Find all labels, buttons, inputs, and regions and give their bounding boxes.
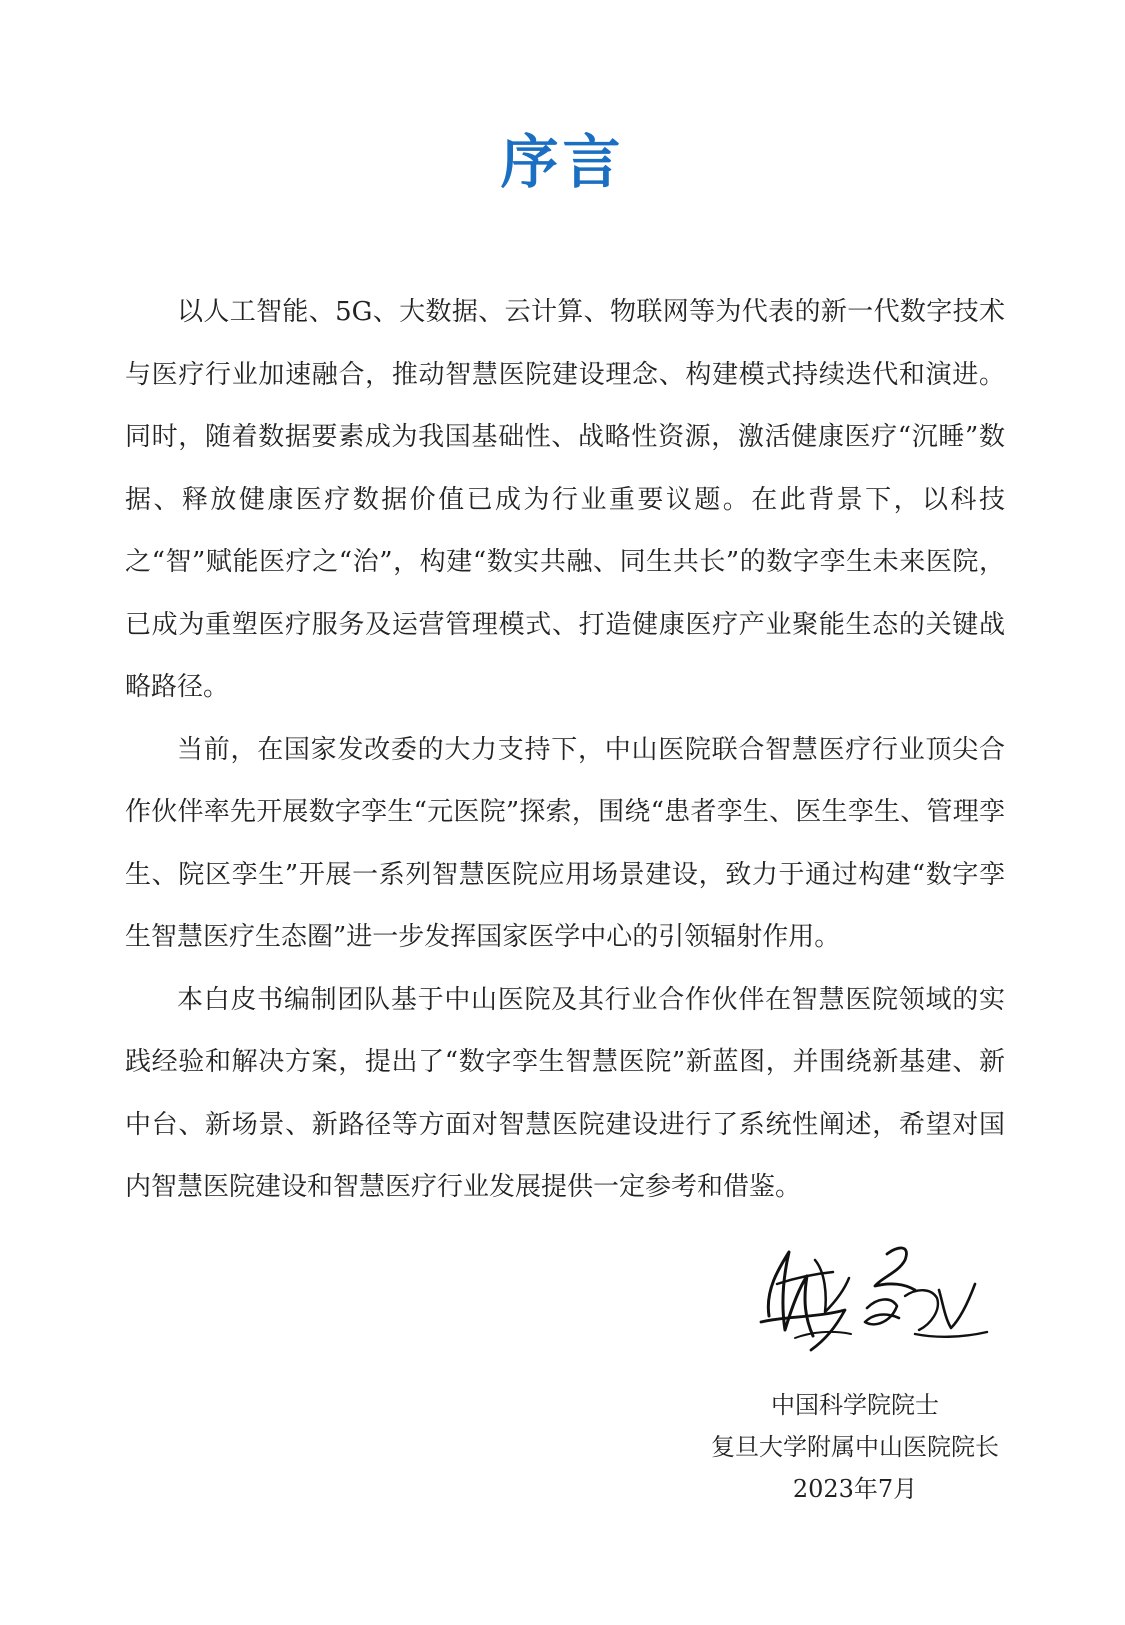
signer-title-1: 中国科学院院士	[771, 1391, 939, 1419]
signature-date: 2023年7月	[792, 1475, 918, 1503]
signature-block	[690, 1384, 1020, 1510]
preface-body	[125, 281, 1005, 1219]
signer-title-2: 复旦大学附属中山医院院长	[711, 1433, 999, 1461]
handwritten-signature	[755, 1238, 995, 1358]
paragraph-2: 当前，在国家发改委的大力支持下，中山医院联合智慧医疗行业顶尖合作伙伴率先开展数字孪生“元医院”探索，围绕“患者孪生、医生孪生、管理孪生、院区孪生”开展一系列智慧医院应用场景建设，致力于通过构建“数字孪生智慧医疗生态圈”进一步发挥国家医学中心的引领辐射作用。	[125, 734, 1005, 952]
paragraph-1: 以人工智能、5G、大数据、云计算、物联网等为代表的新一代数字技术与医疗行业加速融合，推动智慧医院建设理念、构建模式持续迭代和演进。同时，随着数据要素成为我国基础性、战略性资源，激活健康医疗“沉睡”数据、释放健康医疗数据价值已成为行业重要议题。在此背景下，以科技之“智”赋能医疗之“治”，构建“数实共融、同生共长”的数字孪生未来医院，已成为重塑医疗服务及运营管理模式、打造健康医疗产业聚能生态的关键战略路径。	[125, 297, 1005, 702]
paragraph-3: 本白皮书编制团队基于中山医院及其行业合作伙伴在智慧医院领域的实践经验和解决方案，提出了“数字孪生智慧医院”新蓝图，并围绕新基建、新中台、新场景、新路径等方面对智慧医院建设进行了系统性阐述，希望对国内智慧医院建设和智慧医疗行业发展提供一定参考和借鉴。	[125, 984, 1005, 1202]
page-title: 序言	[500, 128, 625, 196]
